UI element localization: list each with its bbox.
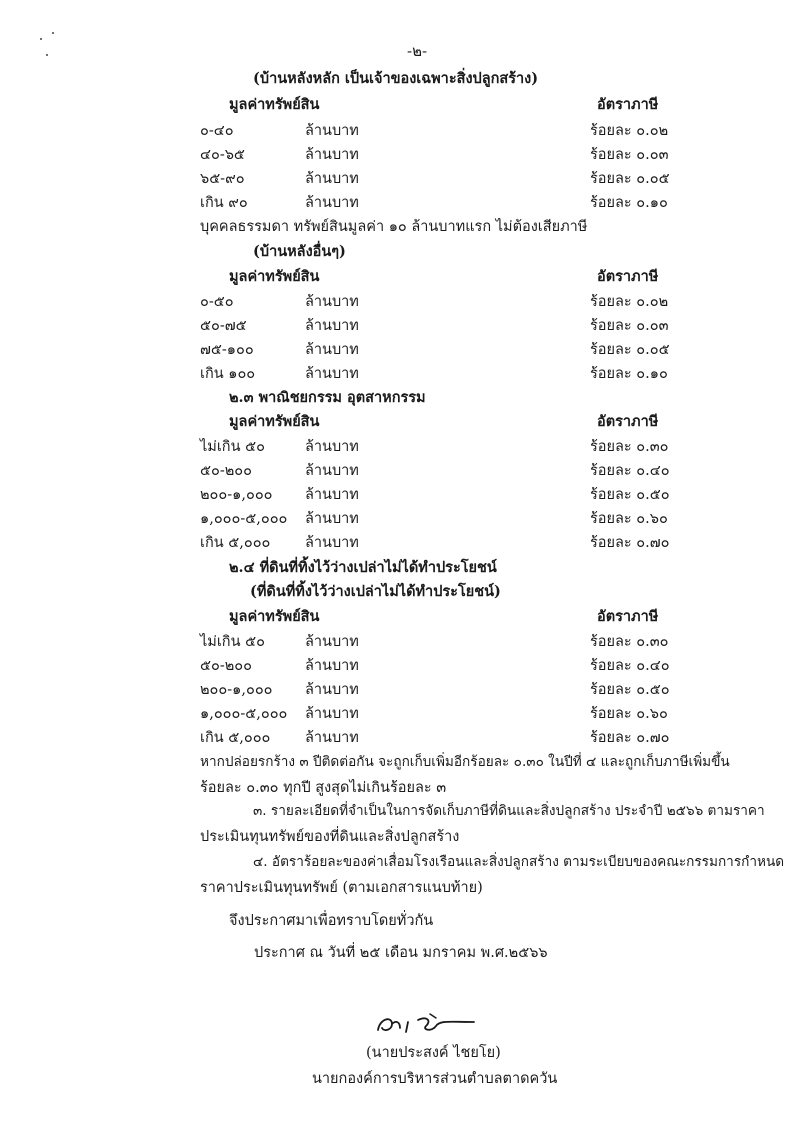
item4-line1: ๔. อัตราร้อยละของค่าเสื่อมโรงเรือนและสิ่งปลูกสร้าง ตามระเบียบของคณะกรรมการกำหนด — [253, 854, 785, 870]
row-rate: ร้อยละ ๐.๗๐ — [590, 730, 670, 746]
row-rate: ร้อยละ ๐.๑๐ — [590, 366, 668, 382]
row-rate: ร้อยละ ๐.๑๐ — [590, 195, 668, 211]
row-unit: ล้านบาท — [305, 730, 359, 746]
row-range: เกิน ๙๐ — [200, 195, 248, 211]
row-unit: ล้านบาท — [305, 487, 359, 503]
row-unit: ล้านบาท — [305, 294, 359, 310]
row-rate: ร้อยละ ๐.๗๐ — [590, 535, 670, 551]
signer-title: นายกองค์การบริหารส่วนตำบลตาดควัน — [312, 1071, 558, 1087]
row-unit: ล้านบาท — [305, 535, 359, 551]
row-range: ๐-๕๐ — [200, 294, 234, 310]
scan-speck — [52, 32, 54, 34]
row-rate: ร้อยละ ๐.๓๐ — [590, 439, 669, 455]
col-value-header: มูลค่าทรัพย์สิน — [229, 268, 320, 285]
row-rate: ร้อยละ ๐.๐๓ — [590, 318, 669, 334]
scan-speck — [40, 38, 42, 40]
row-range: ๖๕-๙๐ — [200, 171, 245, 187]
col-rate-header: อัตราภาษี — [597, 96, 659, 113]
row-rate: ร้อยละ ๐.๐๕ — [590, 342, 670, 358]
row-range: เกิน ๕,๐๐๐ — [200, 730, 271, 746]
row-range: เกิน ๑๐๐ — [200, 366, 256, 382]
section-main-house-heading: (บ้านหลังหลัก เป็นเจ้าของเฉพาะสิ่งปลูกสร้าง) — [253, 70, 539, 87]
row-rate: ร้อยละ ๐.๐๒ — [590, 123, 669, 139]
row-unit: ล้านบาท — [305, 511, 359, 527]
page-number: -๒- — [407, 42, 428, 60]
row-unit: ล้านบาท — [305, 658, 359, 674]
date-line: ประกาศ ณ วันที่ ๒๕ เดือน มกราคม พ.ศ.๒๕๖๖ — [254, 945, 548, 961]
col-rate-header: อัตราภาษี — [597, 608, 659, 625]
row-range: ๗๕-๑๐๐ — [200, 342, 254, 358]
row-range: ๕๐-๗๕ — [200, 318, 247, 334]
col-value-header: มูลค่าทรัพย์สิน — [229, 96, 320, 113]
row-rate: ร้อยละ ๐.๐๓ — [590, 147, 669, 163]
row-rate: ร้อยละ ๐.๕๐ — [590, 682, 670, 698]
section-commercial-heading: ๒.๓ พาณิชยกรรม อุตสาหกรรม — [229, 389, 426, 406]
row-rate: ร้อยละ ๐.๕๐ — [590, 487, 670, 503]
section-vacant-heading: ๒.๔ ที่ดินที่ทิ้งไว้ว่างเปล่าไม่ได้ทำประโยชน์ — [229, 559, 497, 576]
abandon-paragraph-line1: หากปล่อยรกร้าง ๓ ปีติดต่อกัน จะถูกเก็บเพิ่มอีกร้อยละ ๐.๓๐ ในปีที่ ๔ และถูกเก็บภาษีเพิ่มขึ้น — [200, 754, 730, 770]
item3-line2: ประเมินทุนทรัพย์ของที่ดินและสิ่งปลูกสร้าง — [200, 829, 460, 845]
row-range: ๕๐-๒๐๐ — [200, 658, 252, 674]
row-range: ๒๐๐-๑,๐๐๐ — [200, 487, 273, 503]
row-unit: ล้านบาท — [305, 318, 359, 334]
row-unit: ล้านบาท — [305, 366, 359, 382]
abandon-paragraph-line2: ร้อยละ ๐.๓๐ ทุกปี สูงสุดไม่เกินร้อยละ ๓ — [200, 780, 447, 796]
row-range: ๕๐-๒๐๐ — [200, 463, 252, 479]
row-rate: ร้อยละ ๐.๔๐ — [590, 658, 670, 674]
col-rate-header: อัตราภาษี — [597, 268, 659, 285]
row-unit: ล้านบาท — [305, 634, 359, 650]
col-value-header: มูลค่าทรัพย์สิน — [229, 608, 320, 625]
row-range: ๑,๐๐๐-๕,๐๐๐ — [200, 706, 288, 722]
row-unit: ล้านบาท — [305, 195, 359, 211]
row-rate: ร้อยละ ๐.๐๕ — [590, 171, 670, 187]
row-unit: ล้านบาท — [305, 342, 359, 358]
row-range: ๐-๔๐ — [200, 123, 234, 139]
row-unit: ล้านบาท — [305, 682, 359, 698]
row-range: ๔๐-๖๕ — [200, 147, 245, 163]
handwritten-signature — [370, 1008, 480, 1038]
col-rate-header: อัตราภาษี — [597, 413, 659, 430]
row-unit: ล้านบาท — [305, 439, 359, 455]
row-rate: ร้อยละ ๐.๔๐ — [590, 463, 670, 479]
row-rate: ร้อยละ ๐.๓๐ — [590, 634, 669, 650]
row-rate: ร้อยละ ๐.๖๐ — [590, 511, 668, 527]
announcement-line: จึงประกาศมาเพื่อทราบโดยทั่วกัน — [229, 913, 434, 929]
exemption-note: บุคคลธรรมดา ทรัพย์สินมูลค่า ๑๐ ล้านบาทแรก ไม่ต้องเสียภาษี — [200, 219, 588, 235]
section-other-house-heading: (บ้านหลังอื่นๆ) — [253, 243, 346, 260]
row-range: ไม่เกิน ๕๐ — [200, 634, 265, 650]
row-rate: ร้อยละ ๐.๐๒ — [590, 294, 669, 310]
row-range: ไม่เกิน ๕๐ — [200, 439, 265, 455]
item4-line2: ราคาประเมินทุนทรัพย์ (ตามเอกสารแนบท้าย) — [200, 880, 483, 896]
signer-name: (นายประสงค์ ไชยโย) — [366, 1045, 501, 1061]
scan-speck — [46, 54, 48, 56]
row-range: ๑,๐๐๐-๕,๐๐๐ — [200, 511, 288, 527]
section-vacant-subheading: (ที่ดินที่ทิ้งไว้ว่างเปล่าไม่ได้ทำประโยชน์) — [250, 583, 501, 600]
row-range: เกิน ๕,๐๐๐ — [200, 535, 271, 551]
row-rate: ร้อยละ ๐.๖๐ — [590, 706, 668, 722]
row-range: ๒๐๐-๑,๐๐๐ — [200, 682, 273, 698]
row-unit: ล้านบาท — [305, 123, 359, 139]
row-unit: ล้านบาท — [305, 147, 359, 163]
col-value-header: มูลค่าทรัพย์สิน — [229, 413, 320, 430]
row-unit: ล้านบาท — [305, 171, 359, 187]
item3-line1: ๓. รายละเอียดที่จำเป็นในการจัดเก็บภาษีที่ดินและสิ่งปลูกสร้าง ประจำปี ๒๕๖๖ ตามราคา — [253, 803, 765, 819]
row-unit: ล้านบาท — [305, 463, 359, 479]
row-unit: ล้านบาท — [305, 706, 359, 722]
